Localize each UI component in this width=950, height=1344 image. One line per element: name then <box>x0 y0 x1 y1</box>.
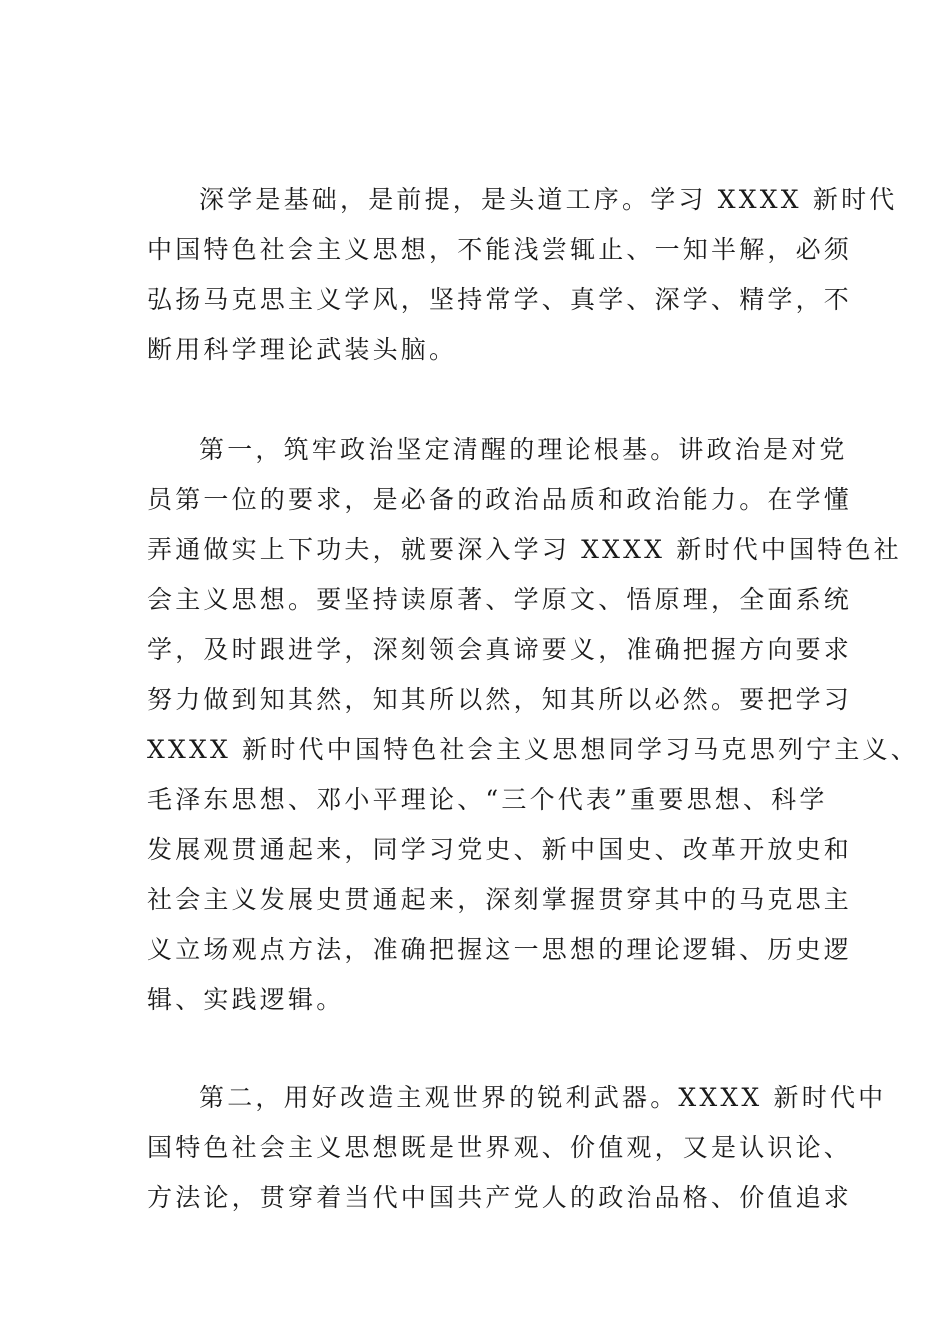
paragraph-3-line-3: 方法论，贯穿着当代中国共产党人的政治品格、价值追求 <box>147 1183 853 1212</box>
paragraph-2-line-11: 义立场观点方法，准确把握这一思想的理论逻辑、历史逻 <box>147 935 853 964</box>
paragraph-3-line-1: 第二，用好改造主观世界的锐利武器。XXXX 新时代中 <box>199 1083 887 1112</box>
paragraph-2-line-10: 社会主义发展史贯通起来，深刻掌握贯穿其中的马克思主 <box>147 885 853 914</box>
paragraph-2-line-2: 员第一位的要求，是必备的政治品质和政治能力。在学懂 <box>147 485 853 514</box>
paragraph-1-line-3: 弘扬马克思主义学风，坚持常学、真学、深学、精学，不 <box>147 285 853 314</box>
paragraph-1-line-2: 中国特色社会主义思想，不能浅尝辄止、一知半解，必须 <box>147 235 853 264</box>
paragraph-2-line-9: 发展观贯通起来，同学习党史、新中国史、改革开放史和 <box>147 835 853 864</box>
paragraph-2-line-6: 努力做到知其然，知其所以然，知其所以必然。要把学习 <box>147 685 853 714</box>
paragraph-2-line-1: 第一，筑牢政治坚定清醒的理论根基。讲政治是对党 <box>199 435 848 464</box>
paragraph-2-line-7: XXXX 新时代中国特色社会主义思想同学习马克思列宁主义、 <box>147 735 919 764</box>
paragraph-3-line-2: 国特色社会主义思想既是世界观、价值观，又是认识论、 <box>147 1133 853 1162</box>
paragraph-2-line-12: 辑、实践逻辑。 <box>147 985 345 1014</box>
paragraph-2-line-4: 会主义思想。要坚持读原著、学原文、悟原理，全面系统 <box>147 585 853 614</box>
paragraph-1-line-4: 断用科学理论武装头脑。 <box>147 335 458 364</box>
paragraph-1-line-1: 深学是基础，是前提，是头道工序。学习 XXXX 新时代 <box>199 185 898 214</box>
paragraph-2-line-5: 学，及时跟进学，深刻领会真谛要义，准确把握方向要求 <box>147 635 853 664</box>
paragraph-2-line-8: 毛泽东思想、邓小平理论、“三个代表”重要思想、科学 <box>147 785 828 814</box>
paragraph-2-line-3: 弄通做实上下功夫，就要深入学习 XXXX 新时代中国特色社 <box>147 535 902 564</box>
